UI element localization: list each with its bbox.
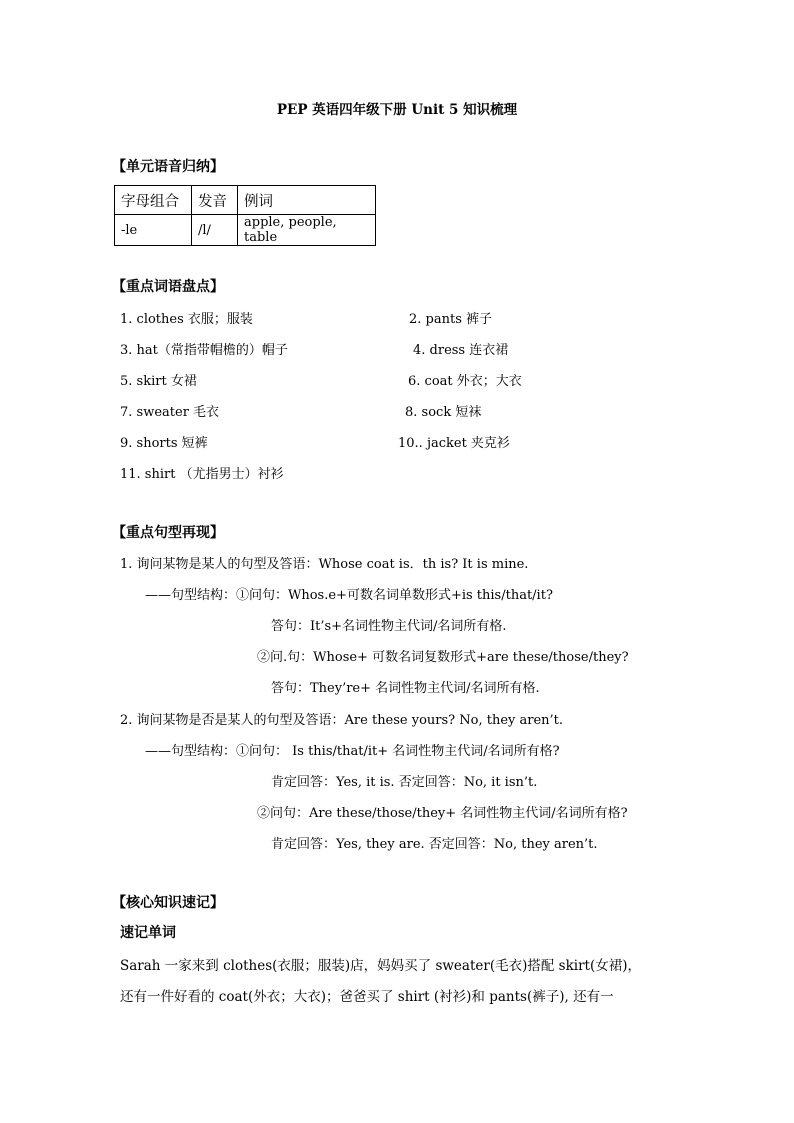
table-cell: apple, people, table <box>238 215 376 246</box>
vocab-item: 5. skirt 女裙 <box>120 374 197 389</box>
vocab-item: 6. coat 外衣；大衣 <box>408 374 522 389</box>
sentence-line: ——句型结构：①问句：Whos.e+可数名词单数形式+is this/that/it? <box>145 588 553 603</box>
page-title: PEP 英语四年级下册 Unit 5 知识梳理 <box>276 102 518 118</box>
table-cell: /l/ <box>192 215 238 246</box>
sentence-line: 1. 询问某物是某人的句型及答语：Whose coat is．th is? It is mine. <box>120 557 529 572</box>
table-header-cell: 字母组合 <box>115 186 192 215</box>
vocab-item: 9. shorts 短裤 <box>120 436 208 451</box>
vocab-item: 2. pants 裤子 <box>409 312 493 327</box>
sentence-line: 答句：They’re+ 名词性物主代词/名词所有格. <box>271 681 540 696</box>
vocab-item: 4. dress 连衣裙 <box>413 343 509 358</box>
table-header-row <box>115 186 376 215</box>
core-paragraph-line: Sarah 一家来到 clothes(衣服；服装)店，妈妈买了 sweater(毛衣)搭配 skirt(女裙)， <box>120 958 641 974</box>
vocab-item: 8. sock 短袜 <box>405 405 482 420</box>
core-paragraph-line: 还有一件好看的 coat(外衣；大衣)；爸爸买了 shirt (衬衫)和 pants(裤子), 还有一 <box>120 989 614 1005</box>
table-header-cell: 例词 <box>238 186 376 215</box>
vocab-item: 11. shirt （尤指男士）衬衫 <box>120 467 284 482</box>
vocab-heading: 【重点词语盘点】 <box>112 279 224 295</box>
core-heading: 【核心知识速记】 <box>112 895 224 911</box>
vocab-item: 3. hat（常指带帽檐的）帽子 <box>120 343 288 358</box>
sentences-heading: 【重点句型再现】 <box>112 525 224 541</box>
vocab-item: 7. sweater 毛衣 <box>120 405 220 420</box>
sentence-line: 肯定回答：Yes, it is. 否定回答：No, it isn’t. <box>271 775 538 790</box>
table-header-cell: 发音 <box>192 186 238 215</box>
vocab-item: 1. clothes 衣服；服装 <box>120 312 253 327</box>
sentence-line: ②问句：Are these/those/they+ 名词性物主代词/名词所有格? <box>257 806 628 821</box>
sentence-line: 2. 询问某物是否是某人的句型及答语：Are these yours? No, they aren’t. <box>120 713 564 728</box>
vocab-item: 10.. jacket 夹克衫 <box>398 436 510 451</box>
sentence-line: ——句型结构：①问句： Is this/that/it+ 名词性物主代词/名词所有格? <box>145 744 560 759</box>
phonics-table <box>114 185 376 246</box>
sentence-line: ②问.句：Whose+ 可数名词复数形式+are these/those/they? <box>257 650 629 665</box>
sentence-line: 答句：It’s+名词性物主代词/名词所有格. <box>271 619 507 634</box>
table-cell: -le <box>115 215 192 246</box>
sentence-line: 肯定回答：Yes, they are. 否定回答：No, they aren’t. <box>271 837 598 852</box>
core-subheading: 速记单词 <box>120 925 176 941</box>
table-row <box>115 215 376 246</box>
phonics-heading: 【单元语音归纳】 <box>112 159 224 175</box>
